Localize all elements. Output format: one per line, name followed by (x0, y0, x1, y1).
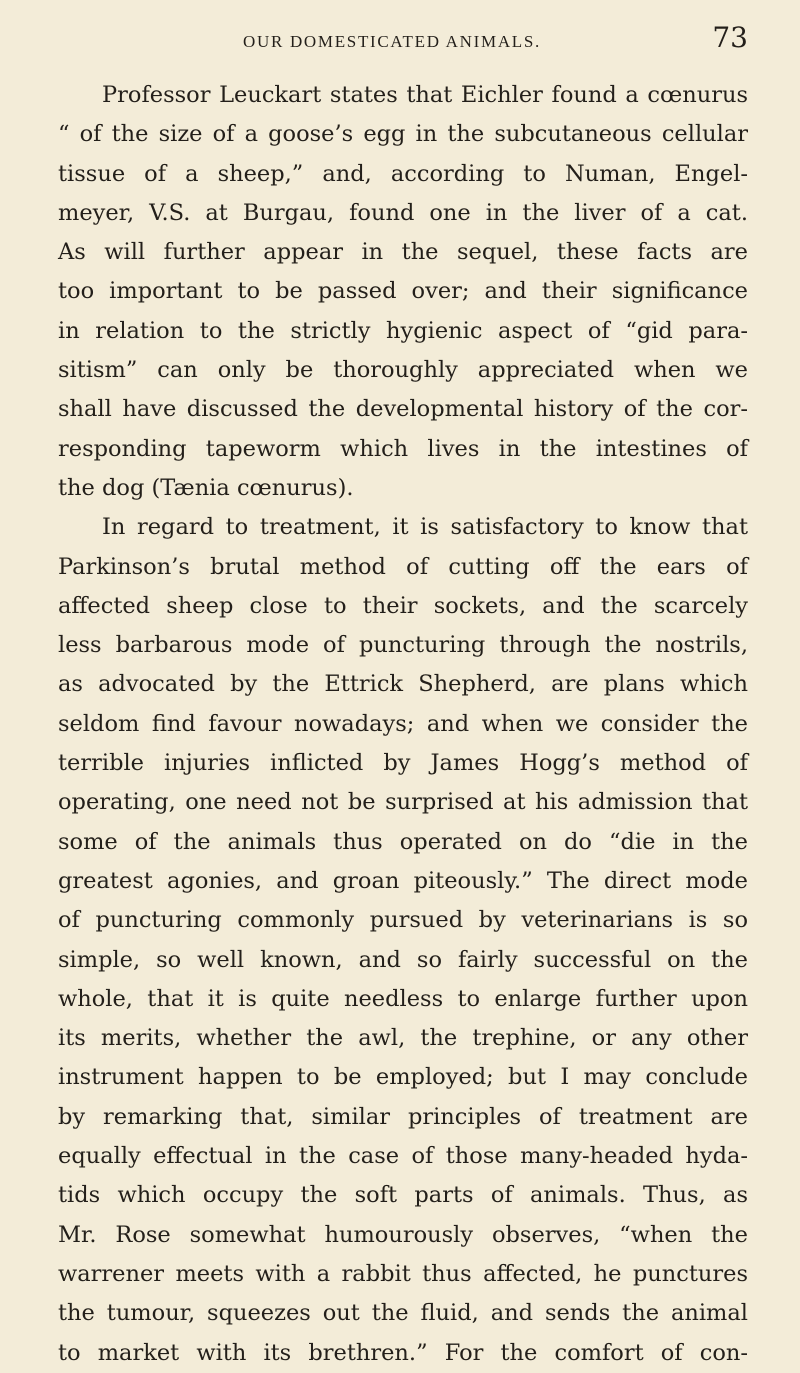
text-line: of puncturing commonly pursued by veterinarians is so (58, 907, 748, 934)
text-line: shall have discussed the developmental history of the cor- (58, 396, 748, 423)
text-line: whole, that it is quite needless to enlarge further upon (58, 985, 748, 1012)
body-text (58, 76, 748, 1373)
page-number: 73 (712, 21, 748, 54)
text-line: responding tapeworm which lives in the intestines of (58, 435, 748, 462)
text-line: less barbarous mode of puncturing through the nostrils, (58, 632, 748, 659)
text-line: greatest agonies, and groan piteously.” The direct mode (58, 867, 748, 894)
text-line: affected sheep close to their sockets, and the scarcely (58, 592, 748, 619)
text-line: the dog (Tænia cœnurus). (58, 474, 354, 501)
text-line: equally effectual in the case of those many-headed hyda- (58, 1143, 748, 1170)
running-title: OUR DOMESTICATED ANIMALS. (243, 32, 541, 51)
text-line: simple, so well known, and so fairly successful on the (58, 946, 748, 973)
text-line: terrible injuries inflicted by James Hogg’s method of (58, 750, 748, 777)
text-line: “ of the size of a goose’s egg in the subcutaneous cellular (58, 121, 748, 148)
text-line: some of the animals thus operated on do “die in the (58, 828, 748, 855)
text-line: tissue of a sheep,” and, according to Numan, Engel- (58, 160, 748, 187)
text-line: the tumour, squeezes out the fluid, and sends the animal (58, 1300, 748, 1327)
text-line: too important to be passed over; and their significance (58, 278, 748, 305)
text-line: to market with its brethren.” For the comfort of con- (58, 1339, 748, 1366)
text-line: sitism” can only be thoroughly appreciated when we (58, 357, 748, 384)
text-line: Professor Leuckart states that Eichler found a cœnurus (102, 82, 748, 108)
text-line: its merits, whether the awl, the trephine, or any other (58, 1025, 748, 1052)
text-line: by remarking that, similar principles of treatment are (58, 1103, 748, 1130)
text-line: tids which occupy the soft parts of animals. Thus, as (58, 1182, 748, 1209)
text-line: meyer, V.S. at Burgau, found one in the liver of a cat. (58, 199, 748, 226)
text-line: warrener meets with a rabbit thus affected, he punctures (58, 1260, 748, 1287)
running-head (0, 21, 800, 58)
text-line: operating, one need not be surprised at his admission that (58, 789, 748, 816)
text-line: seldom find favour nowadays; and when we consider the (58, 710, 748, 737)
text-line: Mr. Rose somewhat humourously observes, “when the (58, 1221, 748, 1248)
text-line: In regard to treatment, it is satisfactory to know that (102, 514, 748, 541)
text-line: instrument happen to be employed; but I may conclude (58, 1064, 748, 1091)
text-line: in relation to the strictly hygienic aspect of “gid para- (58, 317, 748, 344)
text-line: as advocated by the Ettrick Shepherd, are plans which (58, 671, 748, 698)
text-line: Parkinson’s brutal method of cutting off the ears of (58, 553, 748, 580)
text-line: As will further appear in the sequel, these facts are (58, 239, 748, 266)
